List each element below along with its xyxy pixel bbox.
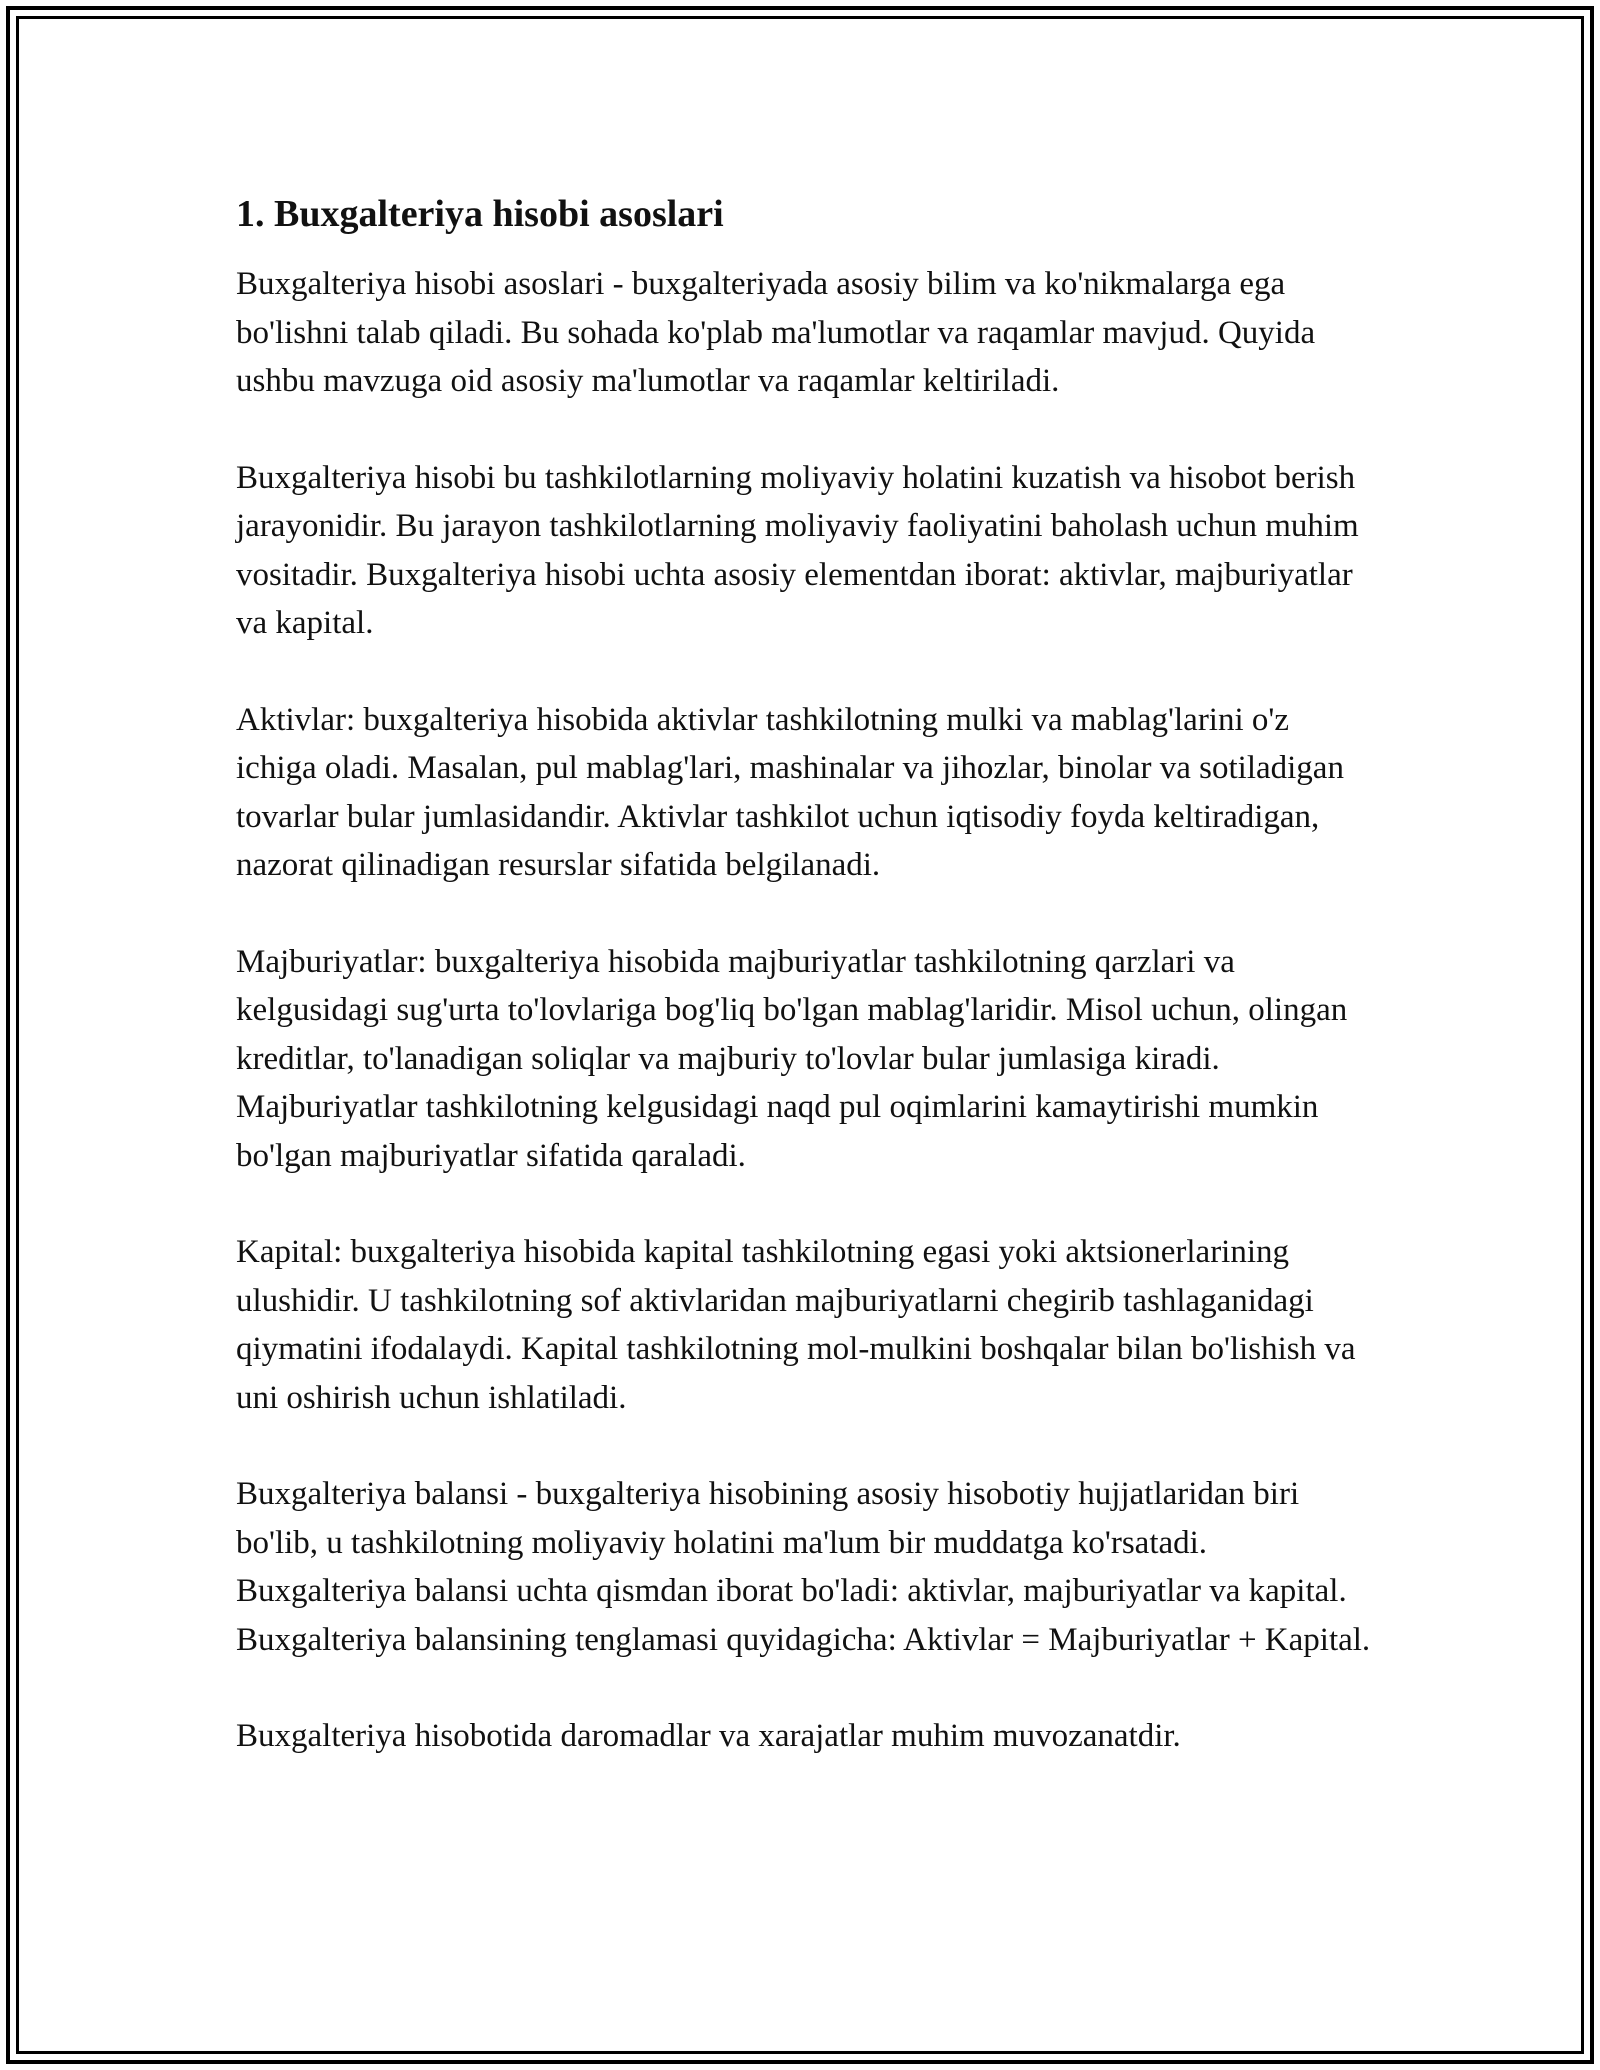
paragraph-income-expenses: Buxgalteriya hisobotida daromadlar va xarajatlar muhim muvozanatdir. [236,1718,1181,1754]
paragraph-capital: Kapital: buxgalteriya hisobida kapital tashkilotning egasi yoki aktsionerlarining ulushidir. U tashkilotning sof aktivlaridan majburiyatlarni chegirib tashlaganidagi qiymatini ifodalaydi. Kapital tashkilotning mol-mulkini boshqalar bilan bo'lishish va uni oshirish uchun ishlatiladi. [236,1234,1356,1416]
paragraph-definition: Buxgalteriya hisobi bu tashkilotlarning moliyaviy holatini kuzatish va hisobot berish jarayonidir. Bu jarayon tashkilotlarning moliyaviy faoliyatini baholash uchun muhim vositadir. Buxgalteriya hisobi uchta asosiy elementdan iborat: aktivlar, majburiyatlar va kapital. [236,459,1359,641]
document-body [236,186,1376,1761]
paragraph-balance-sheet: Buxgalteriya balansi - buxgalteriya hisobining asosiy hisobotiy hujjatlaridan biri bo'lib, u tashkilotning moliyaviy holatini ma'lum bir muddatga ko'rsatadi. Buxgalteriya balansi uchta qismdan iborat bo'ladi: aktivlar, majburiyatlar va kapital. Buxgalteriya balansining tenglamasi quyidagicha: Aktivlar = Majburiyatlar + Kapital. [236,1476,1371,1658]
section-heading: 1. Buxgalteriya hisobi asoslari [236,193,724,235]
paragraph-assets: Aktivlar: buxgalteriya hisobida aktivlar tashkilotning mulki va mablag'larini o'z ichiga oladi. Masalan, pul mablag'lari, mashinalar va jihozlar, binolar va sotiladigan tovarlar bular jumlasidandir. Aktivlar tashkilot uchun iqtisodiy foyda keltiradigan, nazorat qilinadigan resurslar sifatida belgilanadi. [236,701,1344,883]
paragraph-liabilities: Majburiyatlar: buxgalteriya hisobida majburiyatlar tashkilotning qarzlari va kelgusidagi sug'urta to'lovlariga bog'liq bo'lgan mablag'laridir. Misol uchun, olingan kreditlar, to'lanadigan soliqlar va majburiy to'lovlar bular jumlasiga kiradi. Majburiyatlar tashkilotning kelgusidagi naqd pul oqimlarini kamaytirishi mumkin bo'lgan majburiyatlar sifatida qaraladi. [236,943,1348,1174]
paragraph-intro: Buxgalteriya hisobi asoslari - buxgalteriyada asosiy bilim va ko'nikmalarga ega bo'lishni talab qiladi. Bu sohada ko'plab ma'lumotlar va raqamlar mavjud. Quyida ushbu mavzuga oid asosiy ma'lumotlar va raqamlar keltiriladi. [236,266,1316,399]
